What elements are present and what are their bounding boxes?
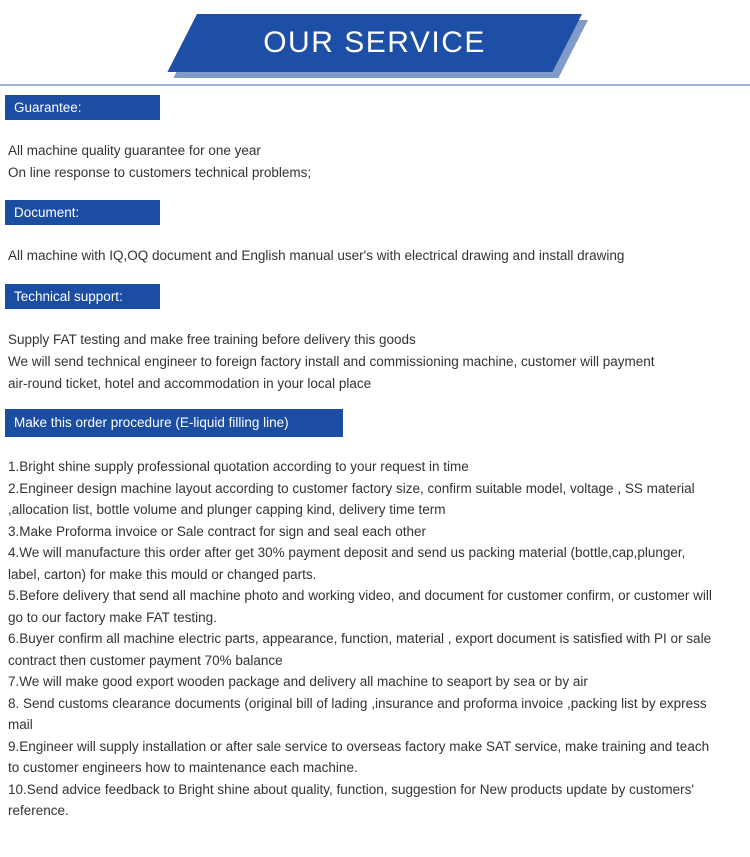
list-item-line: ,allocation list, bottle volume and plunger capping kind, delivery time term (8, 502, 446, 517)
section-heading-guarantee: Guarantee: (5, 95, 160, 120)
guarantee-paragraph (8, 140, 750, 184)
list-item-line: 10.Send advice feedback to Bright shine about quality, function, suggestion for New products update by customers' (8, 781, 694, 797)
order-procedure-list (8, 456, 750, 822)
list-item-line: 7.We will make good export wooden package and delivery all machine to seaport by sea or by air (8, 674, 588, 689)
list-item-line: label, carton) for make this mould or changed parts. (8, 566, 317, 582)
banner-title: OUR SERVICE (263, 26, 487, 59)
list-item-line: 2.Engineer design machine layout according to customer factory size, confirm suitable model, voltage , SS material (8, 480, 695, 496)
list-item-line: contract then customer payment 70% balance (8, 652, 283, 668)
list-item-line: reference. (8, 803, 69, 818)
list-item-line: 3.Make Proforma invoice or Sale contract for sign and seal each other (8, 523, 426, 539)
text-line: We will send technical engineer to foreign factory install and commissioning machine, customer will payment (8, 354, 655, 369)
text-line: air-round ticket, hotel and accommodation in your local place (8, 376, 372, 391)
text-line: All machine with IQ,OQ document and English manual user's with electrical drawing and install drawing (8, 248, 625, 263)
technical-support-paragraph (8, 329, 750, 395)
list-item-line: 4.We will manufacture this order after get 30% payment deposit and send us packing material (bottle,cap,plunger, (8, 545, 686, 560)
text-line: All machine quality guarantee for one year (8, 143, 261, 158)
section-heading-document: Document: (5, 200, 160, 225)
list-item-line: 1.Bright shine supply professional quotation according to your request in time (8, 459, 469, 474)
list-item-line: go to our factory make FAT testing. (8, 609, 217, 625)
section-heading-technical-support: Technical support: (5, 284, 160, 309)
section-heading-order-procedure: Make this order procedure (E-liquid filling line) (5, 409, 343, 437)
list-item-line: mail (8, 717, 33, 732)
list-item-line: 5.Before delivery that send all machine photo and working video, and document for customer confirm, or customer will (8, 588, 712, 603)
text-line: On line response to customers technical problems; (8, 165, 312, 180)
document-paragraph (8, 245, 750, 267)
list-item-line: 8. Send customs clearance documents (original bill of lading ,insurance and proforma invoice ,packing list by express (8, 695, 707, 711)
list-item-line: 6.Buyer confirm all machine electric parts, appearance, function, material , export document is satisfied with PI or sale (8, 631, 712, 646)
text-line: Supply FAT testing and make free training before delivery this goods (8, 332, 416, 347)
list-item-line: to customer engineers how to maintenance each machine. (8, 760, 358, 775)
list-item-line: 9.Engineer will supply installation or after sale service to overseas factory make SAT service, make training and teach (8, 738, 710, 754)
